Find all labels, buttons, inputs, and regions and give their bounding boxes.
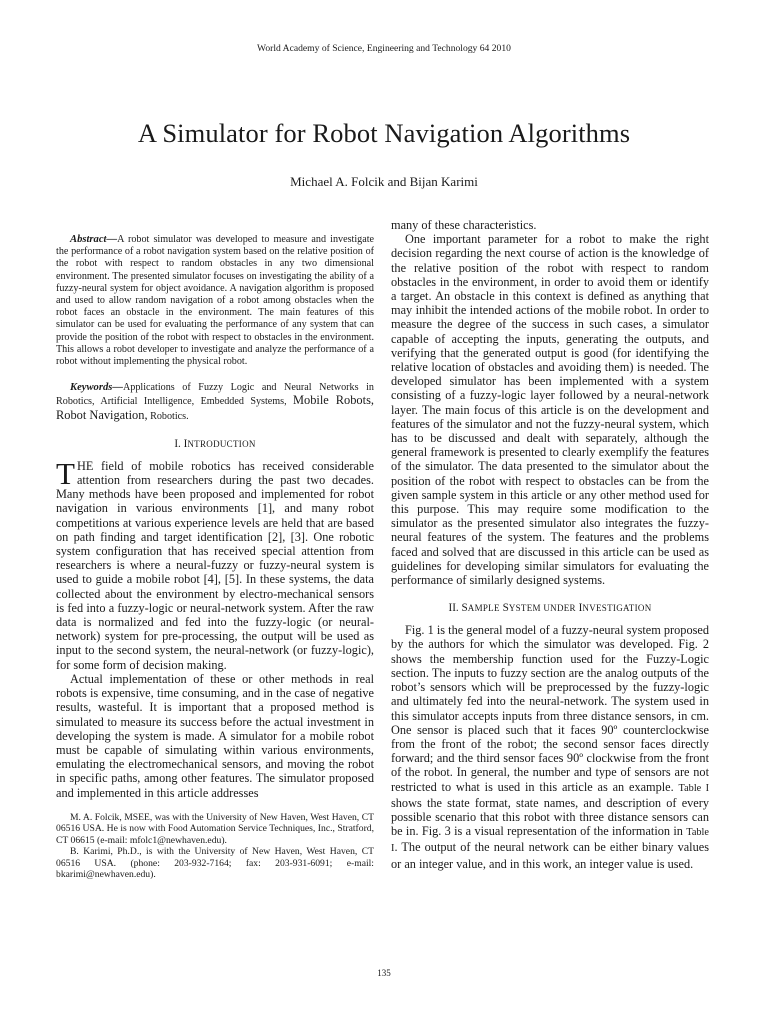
- section-heading-sample-system: II. SAMPLE SYSTEM UNDER INVESTIGATION: [448, 602, 652, 615]
- abstract-label: Abstract—: [70, 234, 118, 245]
- keywords-text-2: Mobile Robots, Robot Navigation,: [56, 393, 374, 422]
- intro-paragraph-1: THE field of mobile robotics has received considerable attention from researchers during the past two decades. Many methods have been proposed and implemented for robot navigation in various environments [1], and many robot competitions at various experience levels are held that are based on path finding and target identification [2], [3]. One robotic system configuration that has received special attention from researchers is where a neural-fuzzy or fuzzy-neural system is used to guide a mobile robot [4], [5]. In these systems, the data collected about the environment by electro-mechanical sensors is fed into a fuzzy-logic or neural-network system. After the raw data is normalized and fed into the fuzzy-logic (or neural-network) system for pre-processing, the output will be used as input to the second system, the neural-network (or fuzzy-logic), for some form of decision making.: [56, 455, 374, 672]
- paper-authors: Michael A. Folcik and Bijan Karimi: [290, 174, 478, 189]
- table-reference: Table I: [678, 782, 709, 794]
- journal-header: World Academy of Science, Engineering and Technology 64 2010: [257, 43, 511, 54]
- abstract-text: A robot simulator was developed to measure and investigate the performance of a robot navigation system based on the relative position of the robot with respect to random obstacles in any two dimensional environment. The presented simulator focuses on investigating the ability of a fuzzy-neural system for object avoidance. A navigation algorithm is proposed and used to allow random navigation of a robot among obstacles when the robot faces an obstacle in the environment. The main features of this simulator can be used for evaluating the performance of any system that can provide the position of the robot with respect to obstacles in the environment. This allows a robot developer to investigate and analyze the performance of a robot without implementing the physical robot.: [56, 234, 374, 368]
- section-heading-introduction: I. INTRODUCTION: [174, 437, 256, 450]
- drop-cap: T: [56, 455, 75, 491]
- page-number: 135: [377, 968, 391, 978]
- right-paragraph-1: One important parameter for a robot to make the right decision regarding the next course of action is the knowledge of the relative position of the robot with respect to random obstacles in the environment, in order to avoid them or identify a target. An obstacle in this context is defined as anything that may inhibit the intended actions of the mobile robot. In order to measure the degree of the success in such cases, a simulator capable of accepting the inputs, generating the outputs, and verifying that the generated output is good (for identifying the relative location of obstacles and avoiding them) is needed. The developed simulator has been implemented with a system consisting of a fuzzy-logic layer followed by a neural-network layer. The main focus of this article is on the development and features of the simulator and not the fuzzy-neural system, which has to be discussed and dealt with separately, although the general framework is presented to clearly exemplify the features of the simulator. The data presented to the simulator about the position of the robot with respect to obstacles can be from the given sample system in this article or any other method used for this purpose. This may require some modification to the simulator as the presented simulator also integrates the fuzzy-neural features of the system. The features and the problems faced and solved that are discussed in this article can be used as guidelines for developing similar simulators for evaluating the performance of similarly designed systems.: [391, 232, 709, 588]
- intro-paragraph-2: Actual implementation of these or other methods in real robots is expensive, time consuming, and in the case of negative results, wasteful. It is important that a proposed method is simulated to measure its success before the actual investment in developing the system is made. A simulator for a mobile robot must be capable of simulating within various environments, emulating the electromechanical sensors, and moving the robot in specific paths, among other features. The simulator proposed and implemented in this article addresses: [56, 671, 374, 800]
- continued-text: many of these characteristics.: [391, 218, 537, 232]
- keywords: [56, 382, 374, 423]
- left-column: [56, 218, 374, 881]
- keywords-text-3: Robotics.: [150, 410, 189, 422]
- footnote-2: B. Karimi, Ph.D., is with the University of New Haven, West Haven, CT 06516 USA. (phone: 203-932-7164; fax: 203-931-6091; e-mail: bkarimi@newhaven.edu).: [56, 846, 374, 881]
- footnote-1: M. A. Folcik, MSEE, was with the University of New Haven, West Haven, CT 06516 USA. He is now with Food Automation Service Techniques, Inc., Stratford, CT 06615 (e-mail: mfolc1@newhaven.edu).: [56, 811, 374, 846]
- abstract: [56, 234, 374, 368]
- keywords-label: Keywords—: [70, 382, 123, 394]
- keywords-text-1: Applications of Fuzzy Logic and Neural Networks in Robotics, Artificial Intelligence, Embedded Systems,: [56, 382, 374, 408]
- table-reference: Table I: [391, 827, 709, 855]
- section2-paragraph: Fig. 1 is the general model of a fuzzy-neural system proposed by the authors for which the simulator was developed. Fig. 2 shows the membership function used for the Fuzzy-Logic section. The inputs to fuzzy section are the analog outputs of the robot’s sensors which will be preprocessed by the fuzzy-logic and ultimately fed into the neural-network. The system used in this simulator accepts inputs from three distance sensors, in cm. One sensor is placed such that it faces 90º counterclockwise from the front of the robot; the second sensor faces directly forward; and the third sensor faces 90º clockwise from the front of the robot. In general, the number and type of sensors are not restricted to what is used in this article as an example. Table I shows the state format, state names, and description of every possible scenario that this robot with three distance sensors can be in. Fig. 3 is a visual representation of the information in Table I. The output of the neural network can be either binary values or an integer value, and in this work, an integer value is used.: [391, 623, 709, 871]
- paper-title: A Simulator for Robot Navigation Algorithms: [137, 118, 631, 148]
- right-column: [391, 218, 709, 871]
